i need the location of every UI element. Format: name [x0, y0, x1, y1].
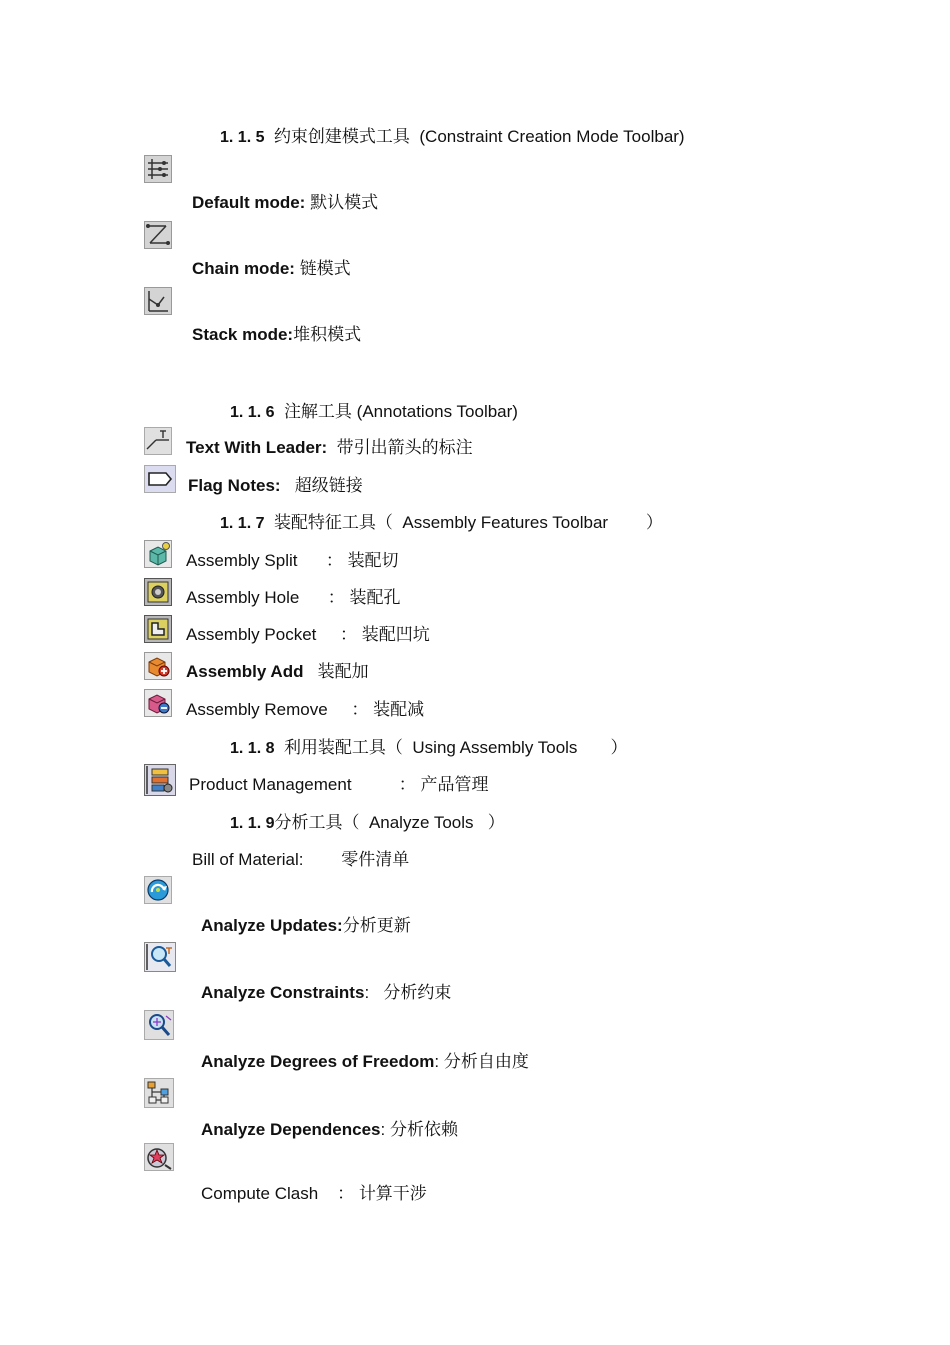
section-number: 1. 1. 6	[230, 404, 275, 421]
section-title-en: (Annotations Toolbar)	[356, 402, 518, 421]
item-label: Assembly Split	[186, 551, 298, 570]
assembly-hole-row	[186, 588, 400, 608]
section-number: 1. 1. 7	[220, 515, 265, 532]
assembly-add-row	[186, 662, 369, 682]
stack-mode-row	[192, 325, 361, 345]
section-title-cn: 约束创建模式工具	[273, 127, 410, 146]
analyze-dependences-icon	[144, 1078, 174, 1108]
item-desc: 产品管理	[420, 775, 489, 794]
stack-mode-icon	[144, 287, 172, 315]
bill-of-material-row	[192, 850, 409, 870]
section-title-cn: 注解工具	[283, 402, 352, 421]
section-title-cn: 分析工具（	[274, 813, 360, 832]
compute-clash-icon	[144, 1143, 174, 1171]
default-mode-row	[192, 193, 378, 213]
section-title-cn: 装配特征工具（	[273, 513, 393, 532]
item-sep: ：	[351, 700, 369, 719]
assembly-split-icon	[144, 540, 172, 568]
item-sep: ：	[325, 551, 343, 570]
section-heading-1-1-6	[230, 402, 518, 423]
section-number: 1. 1. 8	[230, 740, 275, 757]
analyze-updates-icon	[144, 876, 172, 904]
analyze-constraints-icon	[144, 942, 176, 972]
item-label: Product Management	[189, 775, 352, 794]
section-heading-1-1-9	[230, 813, 505, 834]
item-desc: 超级链接	[294, 476, 363, 495]
assembly-add-icon	[144, 652, 172, 680]
item-desc: 分析约束	[383, 983, 452, 1002]
section-title-en: (Constraint Creation Mode Toolbar)	[419, 127, 685, 146]
assembly-pocket-icon	[144, 615, 172, 643]
item-label: Compute Clash	[201, 1184, 319, 1203]
item-label: Assembly Remove	[186, 700, 328, 719]
item-sep: :	[380, 1120, 386, 1139]
item-label: Chain mode:	[192, 259, 295, 278]
assembly-remove-row	[186, 700, 424, 720]
assembly-hole-icon	[144, 578, 172, 606]
item-desc: 分析自由度	[443, 1052, 529, 1071]
assembly-split-row	[186, 551, 399, 571]
text-with-leader-row	[186, 438, 473, 458]
item-label: Bill of Material:	[192, 850, 304, 869]
item-sep: ：	[398, 775, 416, 794]
default-mode-icon	[144, 155, 172, 183]
assembly-remove-icon	[144, 689, 172, 717]
analyze-dof-row	[201, 1052, 529, 1072]
section-title-cn: 利用装配工具（	[283, 738, 403, 757]
section-title-en: Using Assembly Tools	[412, 738, 578, 757]
section-title-close: ）	[487, 813, 505, 832]
item-label: Assembly Pocket	[186, 625, 317, 644]
item-label: Assembly Add	[186, 662, 304, 681]
item-sep: ：	[337, 1184, 355, 1203]
item-desc: 分析更新	[342, 916, 411, 935]
flag-notes-row	[188, 476, 363, 496]
item-desc: 零件清单	[341, 850, 410, 869]
product-management-icon	[144, 764, 176, 796]
text-with-leader-icon	[144, 427, 172, 455]
item-label: Analyze Dependences	[201, 1120, 381, 1139]
section-title-en: Assembly Features Toolbar	[402, 513, 609, 532]
item-label: Analyze Updates:	[201, 916, 343, 935]
item-desc: 分析依赖	[389, 1120, 458, 1139]
item-desc: 装配切	[347, 551, 399, 570]
item-desc: 装配减	[373, 700, 425, 719]
item-sep: :	[364, 983, 370, 1002]
item-label: Flag Notes	[188, 476, 275, 495]
item-desc: 默认模式	[310, 193, 379, 212]
item-label: Text With Leader:	[186, 438, 328, 457]
analyze-dependences-row	[201, 1120, 458, 1140]
item-sep: :	[434, 1052, 440, 1071]
section-number: 1. 1. 9	[230, 815, 275, 832]
section-number: 1. 1. 5	[220, 129, 265, 146]
chain-mode-row	[192, 259, 351, 279]
analyze-updates-row	[201, 916, 411, 936]
item-sep: ：	[327, 588, 345, 607]
item-desc: 装配加	[317, 662, 369, 681]
item-sep: ：	[340, 625, 358, 644]
item-label: Assembly Hole	[186, 588, 300, 607]
item-label: Stack mode:	[192, 325, 294, 344]
item-label: Analyze Degrees of Freedom	[201, 1052, 435, 1071]
item-desc: 计算干涉	[358, 1184, 427, 1203]
assembly-pocket-row	[186, 625, 430, 645]
section-title-close: ）	[645, 513, 663, 532]
analyze-dof-icon	[144, 1010, 174, 1040]
section-heading-1-1-7	[220, 513, 663, 534]
item-desc: 装配凹坑	[361, 625, 430, 644]
product-management-row	[189, 775, 489, 795]
section-heading-1-1-5	[220, 127, 685, 148]
compute-clash-row	[201, 1184, 427, 1204]
section-heading-1-1-8	[230, 738, 628, 759]
section-title-close: ）	[610, 738, 628, 757]
item-desc: 装配孔	[349, 588, 401, 607]
flag-note-icon	[144, 465, 176, 493]
analyze-constraints-row	[201, 983, 451, 1003]
item-label: Analyze Constraints	[201, 983, 365, 1002]
item-desc: 堆积模式	[293, 325, 362, 344]
item-desc: 链模式	[299, 259, 351, 278]
section-title-en: Analyze Tools	[368, 813, 474, 832]
item-desc: 带引出箭头的标注	[336, 438, 473, 457]
chain-mode-icon	[144, 221, 172, 249]
item-label: Default mode:	[192, 193, 306, 212]
item-sep: :	[274, 476, 281, 495]
